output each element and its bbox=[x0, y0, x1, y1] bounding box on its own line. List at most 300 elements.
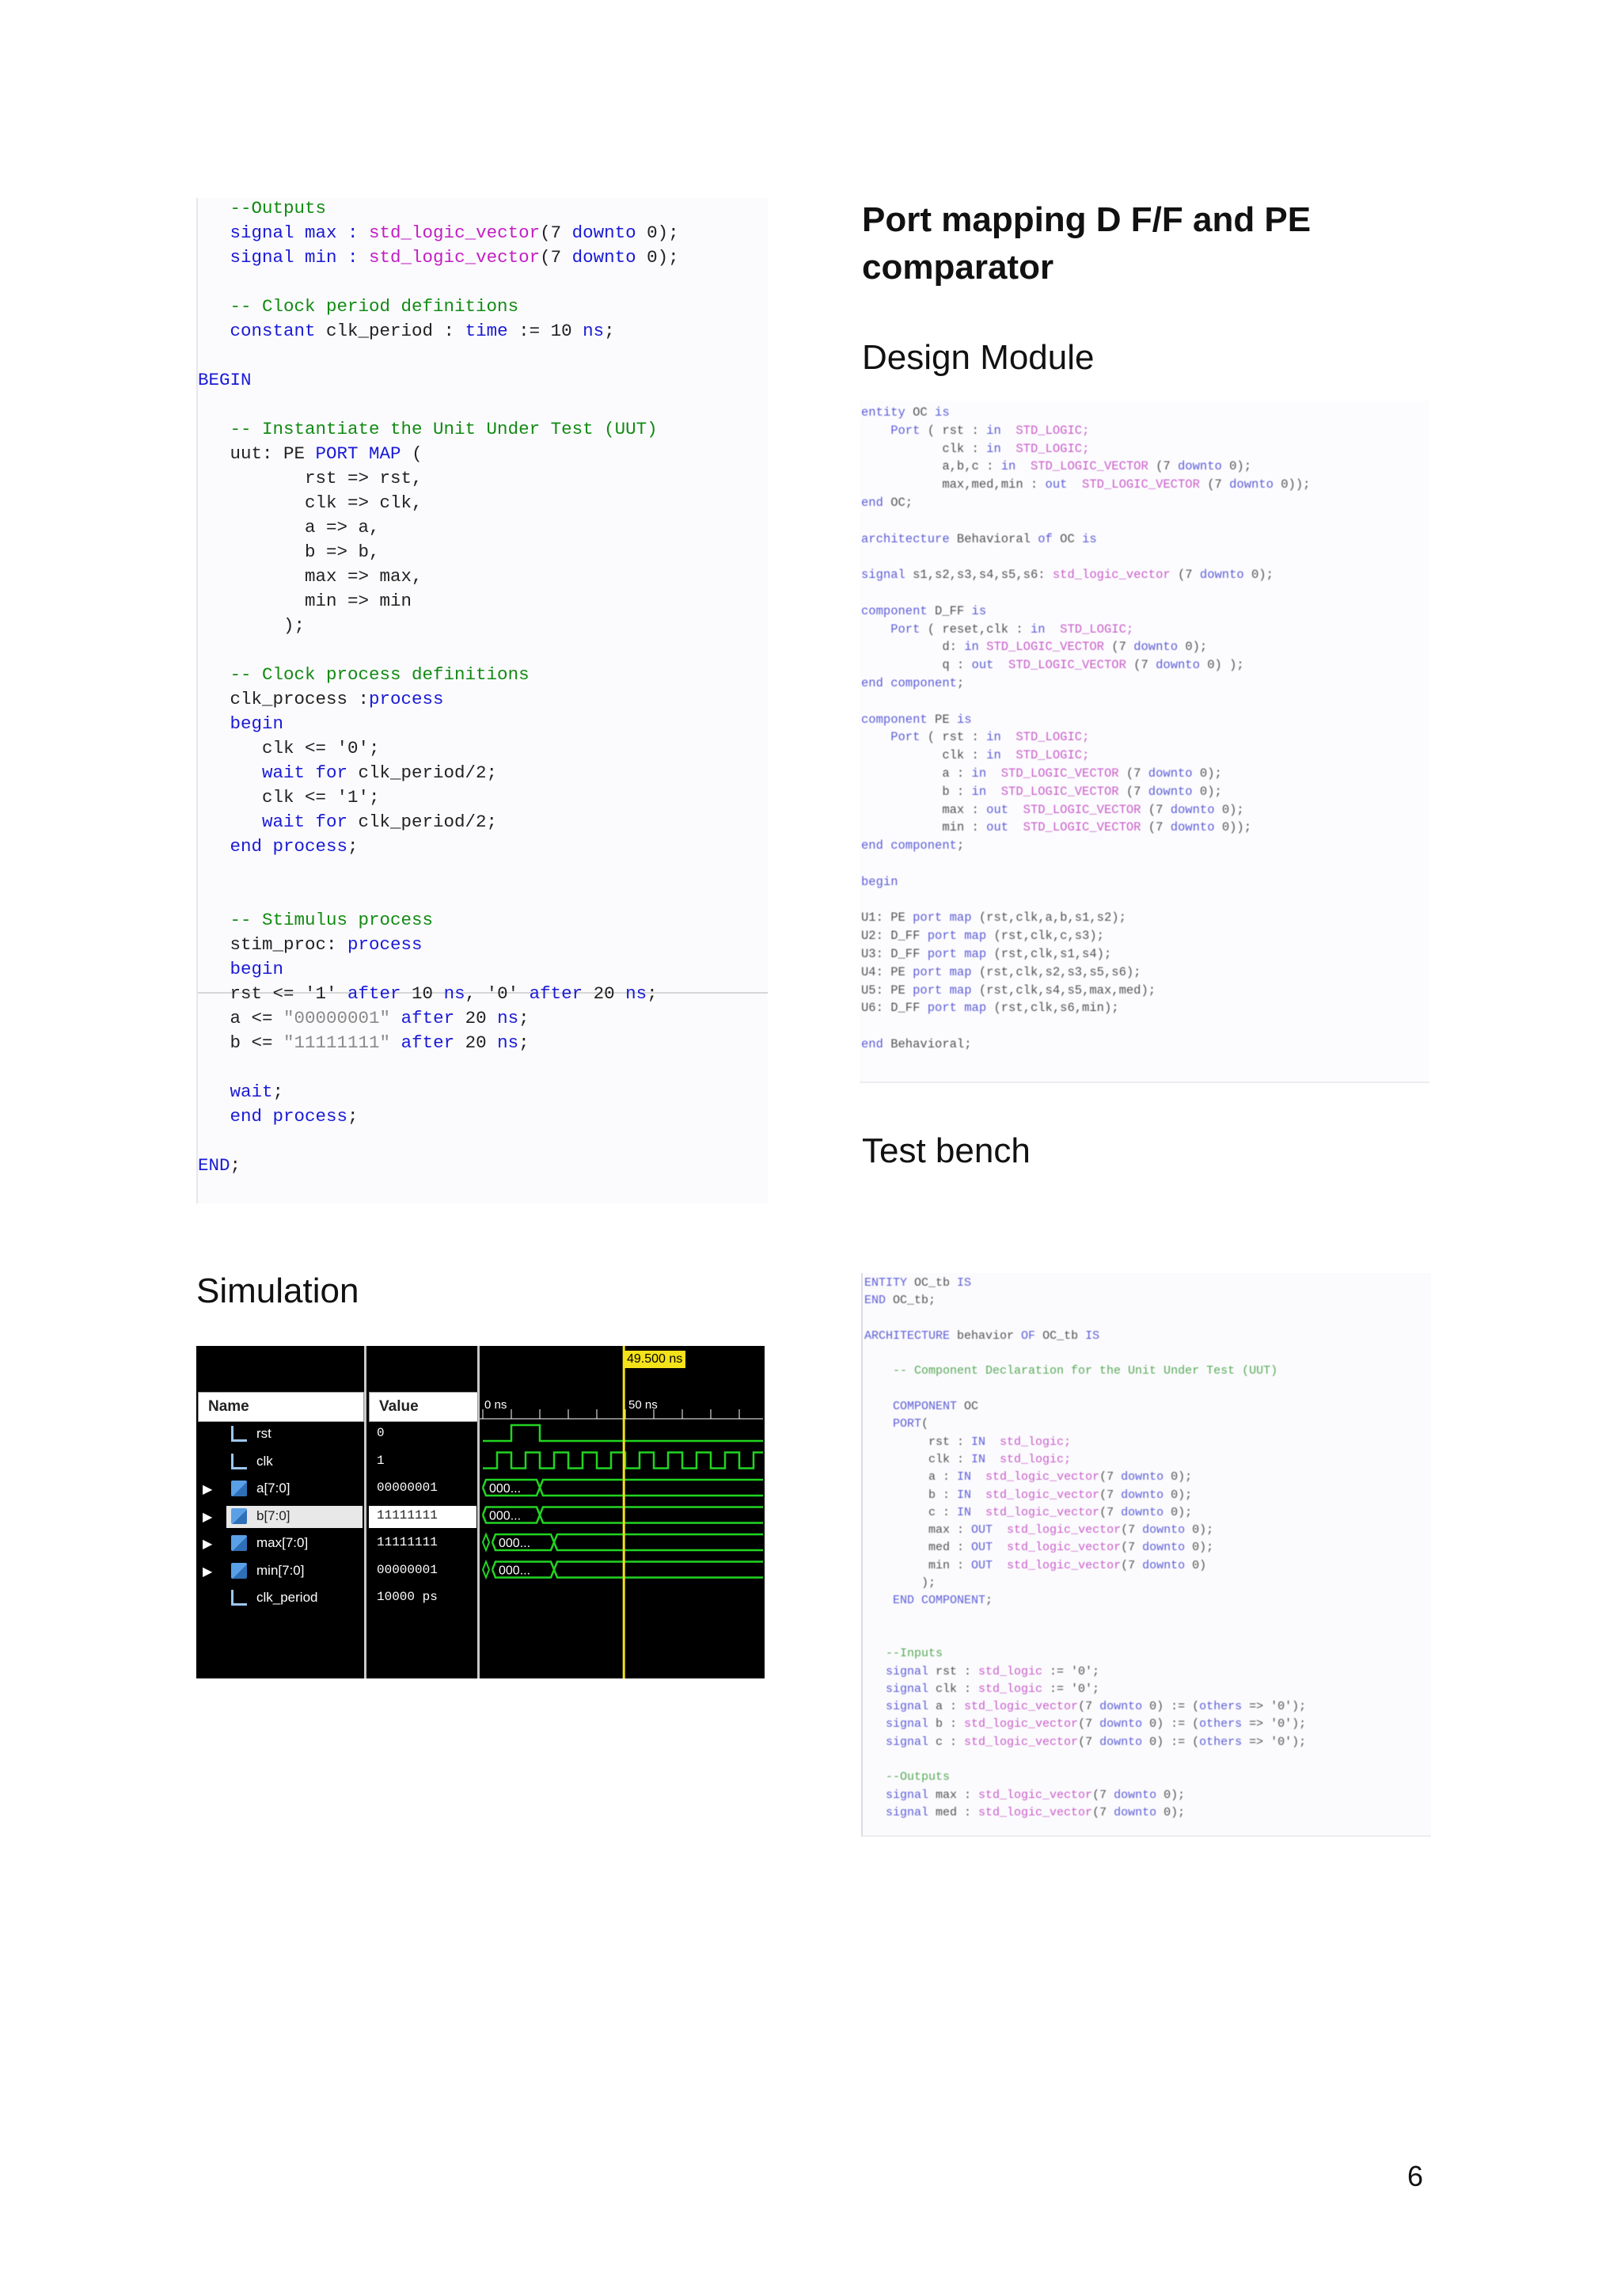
code-token: (7 bbox=[1121, 1523, 1143, 1538]
bus-signal-icon bbox=[231, 1535, 247, 1551]
code-line bbox=[861, 964, 1310, 982]
signal-row[interactable] bbox=[196, 1450, 480, 1473]
code-token: U4: PE bbox=[861, 964, 913, 979]
code-token: downto bbox=[1133, 640, 1179, 655]
code-token: clk : bbox=[864, 1452, 972, 1466]
code-token: 0); bbox=[1221, 459, 1252, 474]
code-token: port map bbox=[927, 946, 987, 961]
code-token: U2: D_FF bbox=[861, 929, 928, 944]
code-token: (7 bbox=[540, 247, 572, 268]
code-token: port map bbox=[927, 1001, 987, 1016]
code-line bbox=[864, 1734, 1306, 1751]
code-line bbox=[864, 1487, 1306, 1504]
code-line bbox=[864, 1716, 1306, 1733]
code-token: out bbox=[986, 820, 1009, 835]
code-line bbox=[198, 785, 679, 810]
code-line bbox=[861, 783, 1310, 801]
code-line bbox=[864, 1628, 1306, 1645]
code-token: 0); bbox=[636, 247, 679, 268]
code-token: ; bbox=[347, 1106, 359, 1127]
code-token: min : bbox=[864, 1558, 972, 1572]
code-token: (7 bbox=[1099, 1488, 1122, 1502]
code-line bbox=[861, 404, 1310, 422]
bus-value-label: 000... bbox=[499, 1537, 531, 1550]
code-token: s1,s2,s3,s4,s5,s6: bbox=[905, 568, 1053, 583]
code-token: OC bbox=[957, 1400, 979, 1414]
code-token: ); bbox=[198, 615, 306, 636]
code-token: STD_LOGIC_VECTOR bbox=[986, 766, 1119, 781]
code-token: IN bbox=[957, 1505, 972, 1519]
code-line bbox=[861, 422, 1310, 440]
code-line bbox=[864, 1645, 1306, 1663]
code-token: std_logic; bbox=[985, 1435, 1072, 1449]
code-token: uut: PE bbox=[198, 443, 316, 464]
code-line bbox=[864, 1504, 1306, 1522]
code-line bbox=[198, 515, 679, 540]
code-line bbox=[198, 270, 679, 295]
code-token: END bbox=[864, 1294, 886, 1308]
code-line bbox=[198, 319, 679, 344]
code-token: IN bbox=[957, 1470, 972, 1484]
code-line bbox=[198, 1080, 679, 1104]
code-token: downto bbox=[1170, 802, 1215, 817]
code-token: 0); bbox=[1178, 640, 1208, 655]
cursor-time-label bbox=[624, 1351, 685, 1368]
signal-name: max[7:0] bbox=[256, 1535, 309, 1550]
code-token: (7 bbox=[1092, 1788, 1114, 1802]
code-line bbox=[198, 638, 679, 663]
code-line bbox=[198, 442, 679, 466]
code-token: downto bbox=[1114, 1805, 1157, 1819]
code-token: => '0'); bbox=[1242, 1735, 1307, 1749]
code-token: std_logic bbox=[978, 1664, 1043, 1678]
code-token: clk_period/2; bbox=[347, 762, 498, 783]
code-token: OC_tb bbox=[1035, 1329, 1086, 1343]
code-token: 0); bbox=[636, 222, 679, 243]
code-token: max => max, bbox=[198, 566, 423, 587]
expand-arrow-icon[interactable]: ▶ bbox=[203, 1510, 213, 1524]
code-token: clk_period/2; bbox=[347, 812, 498, 832]
code-token: end process bbox=[198, 836, 348, 857]
signal-value: 11111111 bbox=[377, 1535, 438, 1549]
code-token: is bbox=[956, 712, 972, 727]
code-token: std_logic_vector bbox=[993, 1541, 1122, 1555]
code-token: STD_LOGIC; bbox=[1000, 423, 1090, 438]
code-token: (7 bbox=[1121, 1558, 1143, 1572]
code-line bbox=[864, 1381, 1306, 1398]
code-token: STD_LOGIC_VECTOR bbox=[1008, 820, 1141, 835]
code-token: U5: PE bbox=[861, 983, 913, 998]
code-line bbox=[864, 1363, 1306, 1380]
code-line bbox=[864, 1292, 1306, 1310]
code-token: downto bbox=[1148, 784, 1193, 799]
code-token: b : bbox=[928, 1717, 965, 1732]
value-header bbox=[369, 1392, 478, 1422]
code-token: := '0'; bbox=[1042, 1664, 1100, 1678]
signal-name: min[7:0] bbox=[256, 1562, 305, 1578]
signal-name: clk_period bbox=[256, 1590, 318, 1605]
code-line bbox=[861, 530, 1310, 549]
code-token: max : bbox=[928, 1788, 979, 1802]
code-token: Port bbox=[861, 622, 921, 637]
code-token: 0) ); bbox=[1199, 658, 1244, 673]
code-token: (7 bbox=[1148, 459, 1178, 474]
code-token: in bbox=[964, 640, 979, 655]
code-token: downto bbox=[1121, 1505, 1164, 1519]
expand-arrow-icon[interactable]: ▶ bbox=[203, 1564, 213, 1579]
code-token: ; bbox=[272, 1081, 284, 1102]
code-token: ; bbox=[518, 1008, 530, 1028]
code-token: PE bbox=[927, 712, 957, 727]
code-line bbox=[864, 1451, 1306, 1469]
code-token: OC bbox=[1052, 531, 1083, 546]
code-token: ; bbox=[518, 1032, 530, 1053]
code-token: (rst,clk,s4,s5,max,med); bbox=[971, 983, 1156, 998]
code-token: std_logic; bbox=[985, 1452, 1072, 1466]
code-token: (7 bbox=[1199, 477, 1230, 492]
code-line bbox=[861, 927, 1310, 945]
code-token: ; bbox=[604, 321, 615, 341]
design-module-heading: Design Module bbox=[862, 338, 1095, 377]
code-token: in bbox=[971, 784, 987, 799]
code-line bbox=[198, 687, 679, 712]
code-line bbox=[861, 801, 1310, 819]
code-token: std_logic_vector bbox=[1052, 568, 1171, 583]
code-token: signal bbox=[864, 1682, 929, 1696]
code-line bbox=[864, 1610, 1306, 1628]
expand-arrow-icon[interactable]: ▶ bbox=[203, 1538, 213, 1551]
bus-value-label: 000... bbox=[499, 1564, 531, 1578]
code-token: in bbox=[986, 441, 1001, 456]
code-token: U6: D_FF bbox=[861, 1001, 928, 1016]
code-line bbox=[861, 603, 1310, 621]
code-token: ; bbox=[956, 675, 965, 690]
code-token: rst => rst, bbox=[198, 468, 423, 488]
code-line bbox=[864, 1522, 1306, 1539]
code-token: max : bbox=[861, 802, 987, 817]
code-line bbox=[198, 221, 679, 245]
code-line bbox=[198, 1104, 679, 1129]
code-token: behavior bbox=[950, 1329, 1022, 1343]
code-line bbox=[864, 1539, 1306, 1557]
code-token: downto bbox=[1121, 1470, 1164, 1484]
code-line bbox=[198, 245, 679, 270]
code-token: signal bbox=[864, 1664, 929, 1678]
code-line bbox=[861, 728, 1310, 747]
code-line bbox=[198, 712, 679, 736]
code-token: --Outputs bbox=[864, 1770, 951, 1785]
code-token: ( rst : bbox=[920, 730, 987, 745]
signal-name: clk bbox=[256, 1453, 273, 1469]
code-line bbox=[198, 982, 679, 1006]
code-token: of bbox=[1038, 531, 1053, 546]
code-token: clk_period : bbox=[326, 321, 465, 341]
code-token: OC bbox=[905, 405, 936, 420]
code-token: std_logic_vector bbox=[978, 1805, 1093, 1819]
code-line bbox=[864, 1681, 1306, 1698]
code-token: in bbox=[971, 766, 987, 781]
code-token: after bbox=[529, 983, 583, 1004]
code-line bbox=[198, 417, 679, 442]
code-token: downto bbox=[1114, 1788, 1157, 1802]
code-line bbox=[198, 834, 679, 859]
code-token: std_logic_vector bbox=[971, 1505, 1100, 1519]
code-token: downto bbox=[1148, 766, 1193, 781]
simulation-waveform-window bbox=[196, 1346, 765, 1678]
code-line bbox=[198, 933, 679, 957]
code-token: q : bbox=[861, 658, 972, 673]
code-token: 0) := ( bbox=[1142, 1700, 1200, 1714]
code-token: 0) := ( bbox=[1142, 1735, 1200, 1749]
code-token: Behavioral bbox=[949, 531, 1038, 546]
code-token: clk => clk, bbox=[198, 492, 423, 513]
code-token: after bbox=[390, 1008, 455, 1028]
code-token: architecture bbox=[861, 531, 950, 546]
signal-row[interactable] bbox=[196, 1559, 480, 1583]
code-token: IN bbox=[971, 1452, 986, 1466]
code-token: out bbox=[1045, 477, 1068, 492]
code-token: in bbox=[986, 423, 1001, 438]
code-token: c : bbox=[928, 1735, 965, 1749]
code-token: (7 bbox=[1118, 784, 1148, 799]
code-token: downto bbox=[1099, 1735, 1143, 1749]
code-token: ENTITY bbox=[864, 1276, 908, 1290]
code-token: 0); bbox=[1156, 1788, 1186, 1802]
bus-signal-icon bbox=[231, 1563, 247, 1579]
code-line bbox=[861, 765, 1310, 783]
waveform-area bbox=[480, 1346, 765, 1678]
left-code-listing bbox=[198, 196, 679, 1178]
code-line bbox=[864, 1787, 1306, 1804]
code-line bbox=[198, 196, 679, 221]
code-line bbox=[198, 1055, 679, 1080]
code-token: clk_process : bbox=[198, 689, 370, 709]
code-token: 0); bbox=[1214, 802, 1244, 817]
code-token: min => min bbox=[198, 591, 412, 611]
code-token: 20 bbox=[454, 1032, 498, 1053]
code-token: downto bbox=[1170, 820, 1215, 835]
code-line bbox=[861, 693, 1310, 711]
code-token: min : bbox=[861, 820, 987, 835]
code-token: a <= bbox=[198, 1008, 284, 1028]
code-token: STD_LOGIC; bbox=[1000, 748, 1090, 763]
code-line bbox=[198, 368, 679, 393]
code-token: downto bbox=[1142, 1558, 1186, 1572]
code-line bbox=[198, 908, 679, 933]
code-token: clk <= '0'; bbox=[198, 738, 380, 758]
code-token: (rst,clk,s6,min); bbox=[986, 1001, 1119, 1016]
code-token: downto bbox=[1178, 459, 1222, 474]
signal-name: b[7:0] bbox=[256, 1507, 290, 1523]
code-line bbox=[861, 1017, 1310, 1036]
code-token: b : bbox=[864, 1488, 958, 1502]
code-token: 0); bbox=[1164, 1470, 1193, 1484]
code-token: b <= bbox=[198, 1032, 284, 1053]
code-token: end bbox=[861, 1036, 883, 1051]
code-token: IS bbox=[1085, 1329, 1100, 1343]
bit-signal-icon bbox=[231, 1426, 247, 1442]
code-line bbox=[198, 295, 679, 319]
code-token: IN bbox=[957, 1488, 972, 1502]
code-line bbox=[861, 548, 1310, 566]
code-token: "00000001" bbox=[283, 1008, 391, 1028]
code-line bbox=[198, 884, 679, 908]
code-token: d: bbox=[861, 640, 965, 655]
code-token: (7 bbox=[1141, 802, 1171, 817]
code-token: STD_LOGIC; bbox=[1000, 441, 1090, 456]
code-token: downto bbox=[1156, 658, 1200, 673]
code-token: port map bbox=[913, 983, 972, 998]
code-line bbox=[861, 891, 1310, 910]
code-token: process bbox=[369, 689, 444, 709]
code-token: 20 bbox=[583, 983, 626, 1004]
code-token: OF bbox=[1021, 1329, 1036, 1343]
code-token: std_logic_vector bbox=[993, 1558, 1122, 1572]
code-token: end process bbox=[198, 1106, 348, 1127]
code-token: => '0'); bbox=[1242, 1700, 1307, 1714]
code-line bbox=[861, 638, 1310, 656]
code-token: in bbox=[986, 730, 1001, 745]
code-token: signal bbox=[864, 1717, 929, 1732]
code-token: -- Component Declaration for the Unit Under Test (UUT) bbox=[864, 1364, 1278, 1378]
code-token: std_logic_vector bbox=[971, 1470, 1100, 1484]
code-line bbox=[864, 1398, 1306, 1416]
code-token: (7 bbox=[1078, 1717, 1100, 1732]
time-label-0: 0 ns bbox=[484, 1398, 507, 1412]
code-token: ; bbox=[985, 1594, 993, 1608]
signal-row[interactable] bbox=[196, 1531, 480, 1555]
code-token: U1: PE bbox=[861, 910, 913, 926]
code-token: (7 bbox=[1141, 820, 1171, 835]
code-line bbox=[198, 1031, 679, 1055]
code-token: 20 bbox=[454, 1008, 498, 1028]
code-token: end component bbox=[861, 675, 957, 690]
code-token: -- Clock process definitions bbox=[198, 664, 530, 685]
code-line bbox=[198, 540, 679, 564]
code-token: ; bbox=[347, 836, 359, 857]
code-line bbox=[861, 855, 1310, 873]
code-token: --Inputs bbox=[864, 1647, 943, 1661]
code-line bbox=[864, 1751, 1306, 1769]
code-token: component bbox=[861, 603, 928, 618]
code-token: std_logic_vector bbox=[964, 1700, 1079, 1714]
code-line bbox=[861, 566, 1310, 584]
code-line bbox=[198, 564, 679, 589]
code-token: PORT MAP bbox=[315, 443, 401, 464]
code-token: ns bbox=[497, 1008, 519, 1028]
code-token: clk : bbox=[928, 1682, 979, 1696]
code-token: is bbox=[1082, 531, 1097, 546]
code-token: (7 bbox=[1121, 1541, 1143, 1555]
code-line bbox=[861, 458, 1310, 476]
code-line bbox=[198, 589, 679, 614]
code-line bbox=[861, 999, 1310, 1017]
code-line bbox=[864, 1416, 1306, 1433]
signal-value: 00000001 bbox=[377, 1562, 438, 1577]
code-token: a : bbox=[864, 1470, 958, 1484]
code-token: Port bbox=[861, 423, 921, 438]
signal-row[interactable] bbox=[196, 1422, 480, 1446]
code-token: 0) := ( bbox=[1142, 1717, 1200, 1732]
code-token: rst <= '1' bbox=[198, 983, 348, 1004]
code-token: 0); bbox=[1192, 766, 1222, 781]
code-token: downto bbox=[1229, 477, 1274, 492]
code-token: 0); bbox=[1185, 1541, 1214, 1555]
code-token: signal max : bbox=[198, 222, 370, 243]
code-token: after bbox=[390, 1032, 455, 1053]
code-token: U3: D_FF bbox=[861, 946, 928, 961]
bus-value-label: 000... bbox=[489, 1482, 522, 1496]
code-line bbox=[864, 1275, 1306, 1292]
code-token: a : bbox=[928, 1700, 965, 1714]
code-token: std_logic_vector bbox=[993, 1523, 1122, 1538]
code-line bbox=[864, 1310, 1306, 1328]
code-token: entity bbox=[861, 405, 905, 420]
test-bench-heading: Test bench bbox=[862, 1131, 1031, 1170]
code-line bbox=[861, 1036, 1310, 1054]
code-token: downto bbox=[1099, 1700, 1143, 1714]
code-token: signal bbox=[861, 568, 905, 583]
code-token: stim_proc: bbox=[198, 934, 348, 955]
expand-arrow-icon[interactable]: ▶ bbox=[203, 1483, 213, 1496]
signal-value: 11111111 bbox=[377, 1507, 438, 1522]
cursor-time-text: 49.500 ns bbox=[627, 1352, 683, 1366]
code-token: D_FF bbox=[927, 603, 972, 618]
signal-value: 00000001 bbox=[377, 1481, 438, 1495]
code-line bbox=[198, 1129, 679, 1154]
code-token: ; bbox=[647, 983, 658, 1004]
code-line bbox=[864, 1769, 1306, 1786]
code-line bbox=[861, 494, 1310, 512]
signal-name: a[7:0] bbox=[256, 1481, 290, 1496]
code-token: downto bbox=[1121, 1488, 1164, 1502]
code-line bbox=[861, 819, 1310, 837]
code-token: downto bbox=[1142, 1541, 1186, 1555]
code-token: signal bbox=[864, 1735, 929, 1749]
code-token: ( rst : bbox=[920, 423, 987, 438]
code-line bbox=[198, 393, 679, 417]
code-line bbox=[861, 837, 1310, 855]
code-line bbox=[861, 584, 1310, 603]
code-token: signal bbox=[864, 1805, 929, 1819]
code-token: out bbox=[986, 802, 1009, 817]
signal-row[interactable] bbox=[196, 1477, 480, 1500]
code-token: wait for bbox=[198, 812, 348, 832]
code-token: std_logic_vector bbox=[369, 247, 541, 268]
code-token: OC_tb bbox=[907, 1276, 958, 1290]
code-token: begin bbox=[198, 713, 284, 734]
code-token: clk <= '1'; bbox=[198, 787, 380, 808]
code-token: -- Clock period definitions bbox=[198, 296, 519, 317]
code-token: STD_LOGIC_VECTOR bbox=[986, 784, 1119, 799]
code-token: (7 bbox=[1078, 1700, 1100, 1714]
code-token: in bbox=[1030, 622, 1046, 637]
code-token: ns bbox=[583, 321, 605, 341]
signal-row[interactable] bbox=[196, 1504, 480, 1528]
code-token: ; bbox=[230, 1155, 241, 1176]
code-token: ARCHITECTURE bbox=[864, 1329, 951, 1343]
code-token: ns bbox=[497, 1032, 519, 1053]
testbench-listing bbox=[864, 1275, 1306, 1822]
code-token: 0); bbox=[1243, 568, 1274, 583]
signal-row[interactable] bbox=[196, 1586, 480, 1610]
code-token: a => a, bbox=[198, 517, 380, 538]
code-token: STD_LOGIC_VECTOR bbox=[1008, 802, 1141, 817]
simulation-heading: Simulation bbox=[196, 1272, 359, 1310]
code-line bbox=[864, 1434, 1306, 1451]
code-token: b : bbox=[861, 784, 972, 799]
code-line bbox=[198, 344, 679, 368]
